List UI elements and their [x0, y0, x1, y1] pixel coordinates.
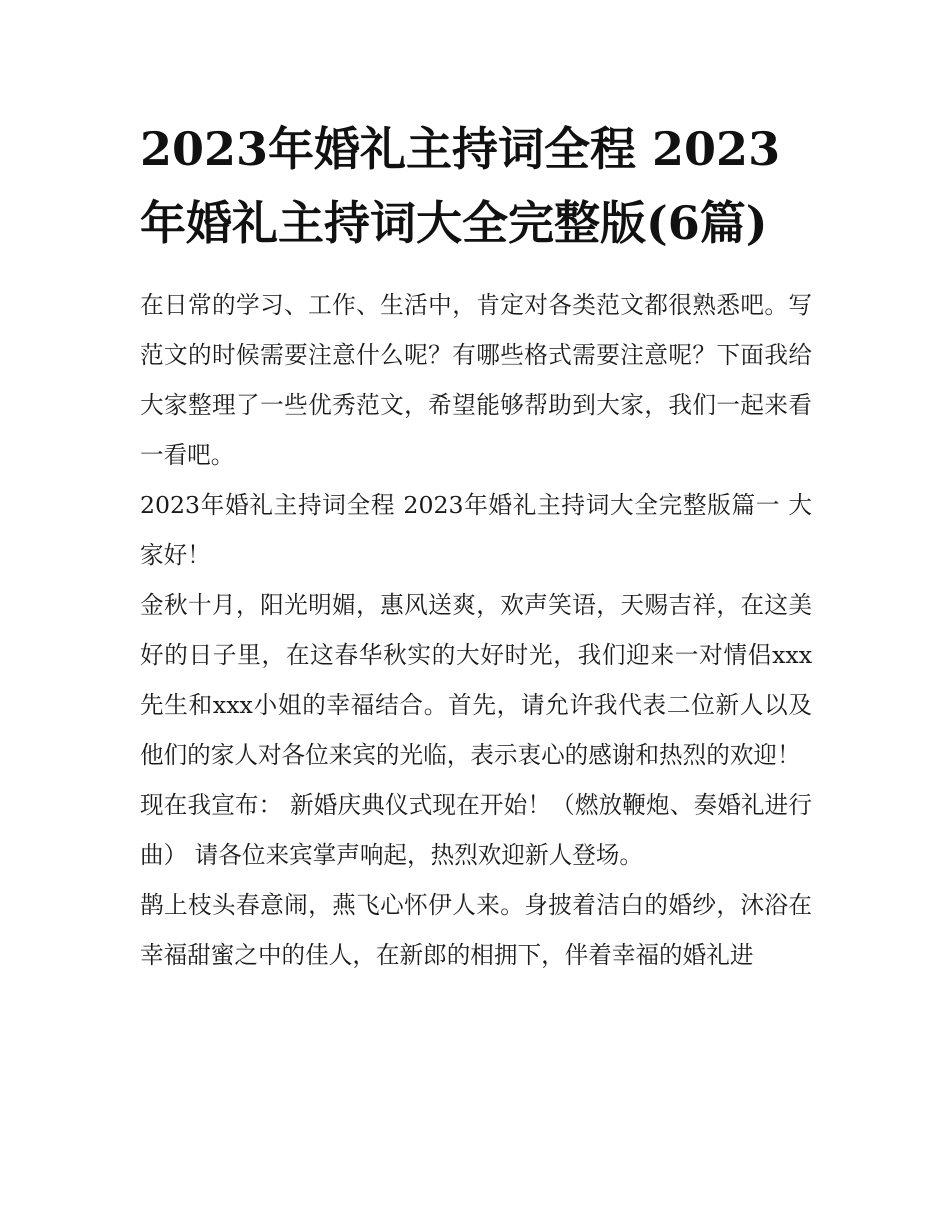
document-page: [140, 112, 812, 980]
paragraph-intro: 在日常的学习、工作、生活中，肯定对各类范文都很熟悉吧。写范文的时候需要注意什么呢？有哪些格式需要注意呢？下面我给大家整理了一些优秀范文，希望能够帮助到大家，我们一起来看一看吧。: [140, 291, 812, 469]
document-title: 2023年婚礼主持词全程 2023年婚礼主持词大全完整版(6篇): [140, 122, 781, 250]
paragraph-section-heading: 2023年婚礼主持词全程 2023年婚礼主持词大全完整版篇一 大家好！: [140, 491, 812, 569]
paragraph-bride-entrance: 鹊上枝头春意闹，燕飞心怀伊人来。身披着洁白的婚纱，沐浴在幸福甜蜜之中的佳人，在新郎的相拥下，伴着幸福的婚礼进: [140, 891, 812, 969]
paragraph-opening: 金秋十月，阳光明媚，惠风送爽，欢声笑语，天赐吉祥，在这美好的日子里，在这春华秋实的大好时光，我们迎来一对情侣xxx先生和xxx小姐的幸福结合。首先，请允许我代表二位新人以及他们的家人对各位来宾的光临，表示衷心的感谢和热烈的欢迎！: [140, 591, 812, 769]
paragraph-announcement: 现在我宣布： 新婚庆典仪式现在开始！（燃放鞭炮、奏婚礼进行曲） 请各位来宾掌声响起，热烈欢迎新人登场。: [140, 791, 812, 869]
document-body: [140, 280, 812, 980]
